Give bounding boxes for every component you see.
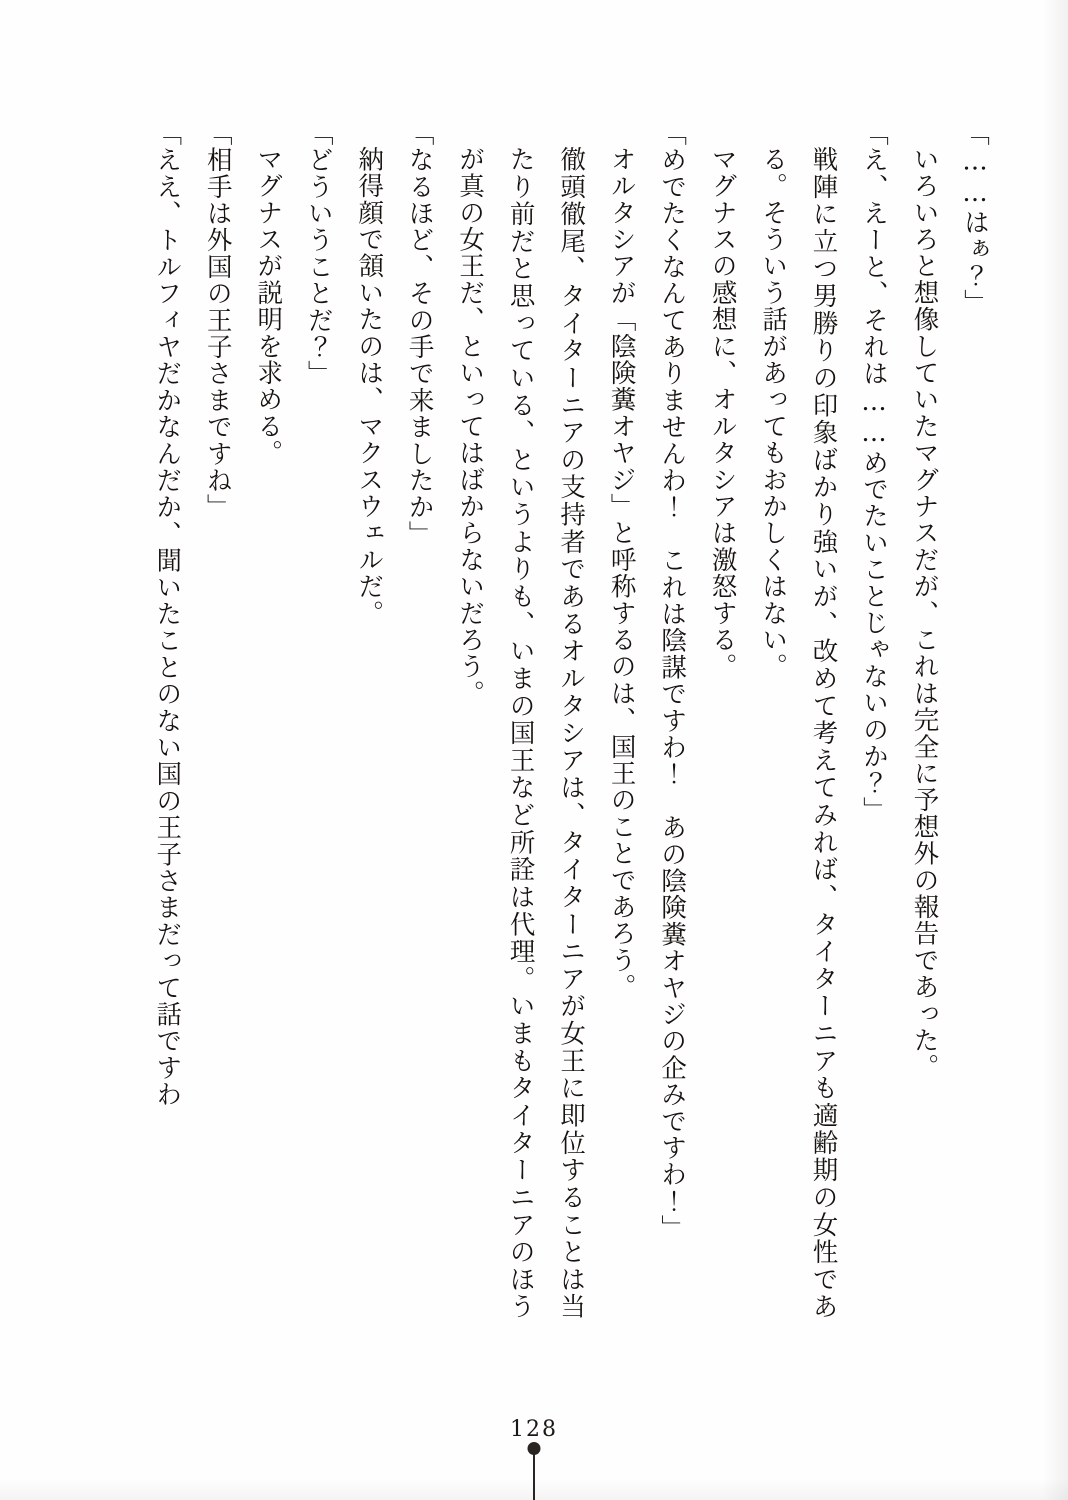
folio-decoration-icon <box>527 1442 541 1500</box>
paragraph: 「ええ、トルフィヤだかなんだか、聞いたことのない国の王子さまだって話ですわ <box>152 120 183 1108</box>
paragraph: いろいろと想像していたマグナスだが、これは完全に予想外の報告であった。 <box>909 146 940 1081</box>
paragraph: オルタシアが「陰険糞オヤジ」と呼称するのは、国王のことであろう。 <box>606 146 637 1001</box>
paragraph: 戦陣に立つ男勝りの印象ばかり強いが、改めて考えてみれば、タイターニアも適齢期の女性である。そういう話があってもおかしくはない。 <box>758 146 839 1320</box>
paragraph: 「なるほど、その手で来ましたか」 <box>404 120 435 548</box>
paragraph: 「めでたくなんてありませんわ！ これは陰謀ですわ！ あの陰険糞オヤジの企みですわ！」 <box>657 120 688 1242</box>
page-body-vertical-text <box>60 120 1000 1320</box>
paragraph: 「……はぁ？」 <box>960 120 990 316</box>
paragraph: マグナスが説明を求める。 <box>253 146 284 467</box>
page-number: 128 <box>510 1417 558 1442</box>
paragraph: マグナスの感想に、オルタシアは激怒する。 <box>707 146 738 680</box>
paragraph: 「どういうことだ？」 <box>303 120 334 387</box>
paragraph: 「え、えーと、それは……めでたいことじゃないのか？」 <box>859 120 890 824</box>
paragraph: 「相手は外国の王子さまですね」 <box>202 120 233 521</box>
paragraph: 徹頭徹尾、タイターニアの支持者であるオルタシアは、タイターニアが女王に即位することは当たり前だと思っている、というよりも、いまの国王など所詮は代理。いまもタイターニアのほうが真の女王だ、といってはばからないだろう。 <box>455 146 587 1320</box>
page-edge-shading-right <box>1042 0 1068 1500</box>
paragraph: 納得顔で頷いたのは、マクスウェルだ。 <box>354 146 385 627</box>
